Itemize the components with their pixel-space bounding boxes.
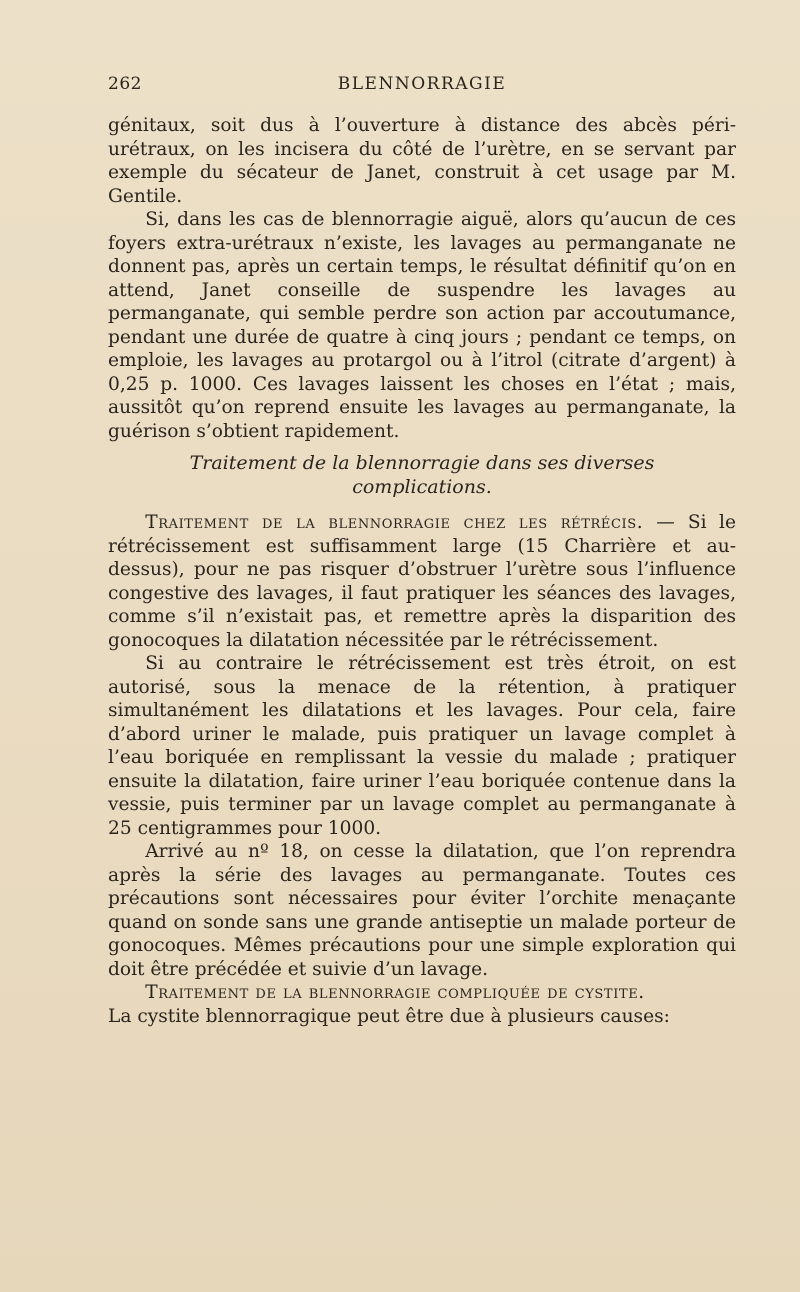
- paragraph-janet-advice: Si, dans les cas de blennorragie aiguë, alors qu’aucun de ces foyers extra-urétraux n’existe, les lavages au permanganate ne donnent pas, après un certain temps, le résultat définitif qu’on en attend, Janet conseille de suspendre les lavages au permanganate, qui semble perdre son action par accoutumance, pendant une durée de quatre à cinq jours ; pendant ce temps, on emploie, les lavages au protargol ou à l’itrol (citrate d’argent) à 0,25 p. 1000. Ces lavages laissent les choses en l’état ; mais, aussitôt qu’on reprend ensuite les lavages au permanganate, la guérison s’obtient rapidement.: [108, 209, 736, 442]
- running-title: BLENNORRAGIE: [337, 74, 507, 94]
- paragraph-retrecissement-etroit: Si au contraire le rétrécissement est très étroit, on est autorisé, sous la menace de la rétention, à pratiquer simultanément les dilatations et les lavages. Pour cela, faire d’abord uriner le malade, puis pratiquer un lavage complet à l’eau boriquée en remplissant la vessie du malade ; pratiquer ensuite la dilatation, faire uriner l’eau boriquée contenue dans la vessie, puis terminer par un lavage complet au permanganate à 25 centigrammes pour 1000.: [108, 653, 736, 839]
- section-heading: [108, 452, 736, 499]
- section-heading-line-1: Traitement de la blennorragie dans ses diverses: [189, 452, 655, 474]
- paragraph-cystite: La cystite blennorragique peut être due à plusieurs causes:: [108, 1005, 670, 1027]
- section-heading-line-2: complications.: [352, 475, 492, 498]
- paragraph-retrecis: [108, 511, 736, 652]
- paragraph-continuation: génitaux, soit dus à l’ouverture à distance des abcès péri-urétraux, on les incisera du côté de l’urètre, en se servant par exemple du sécateur de Janet, construit à cet usage par M. Gentile.: [108, 115, 736, 207]
- paragraph-dilatation: Arrivé au nº 18, on cesse la dilatation, que l’on reprendra après la série des lavages au permanganate. Toutes ces précautions sont nécessaires pour éviter l’orchite menaçante quand on sonde sans une grande antiseptie un malade porteur de gonocoques. Mêmes précautions pour une simple exploration qui doit être précédée et suivie d’un lavage.: [108, 841, 736, 980]
- page-number: 262: [108, 74, 142, 94]
- page-header: [108, 74, 736, 100]
- run-in-heading-retrecis: Traitement de la blennorragie chez les rétrécis. —: [145, 512, 676, 533]
- paragraph-retrecis-text: Si le rétrécissement est suffisamment large (15 Charrière et au-dessus), pour ne pas risquer d’obstruer l’urètre sous l’influence congestive des lavages, il faut pratiquer les séances des lavages, comme s’il n’existait pas, et remettre après la disparition des gonocoques la dilatation nécessitée par le rétrécissement.: [108, 512, 736, 651]
- body-text: [108, 114, 736, 1028]
- run-in-heading-cystite: Traitement de la blennorragie compliquée de cystite.: [145, 982, 645, 1003]
